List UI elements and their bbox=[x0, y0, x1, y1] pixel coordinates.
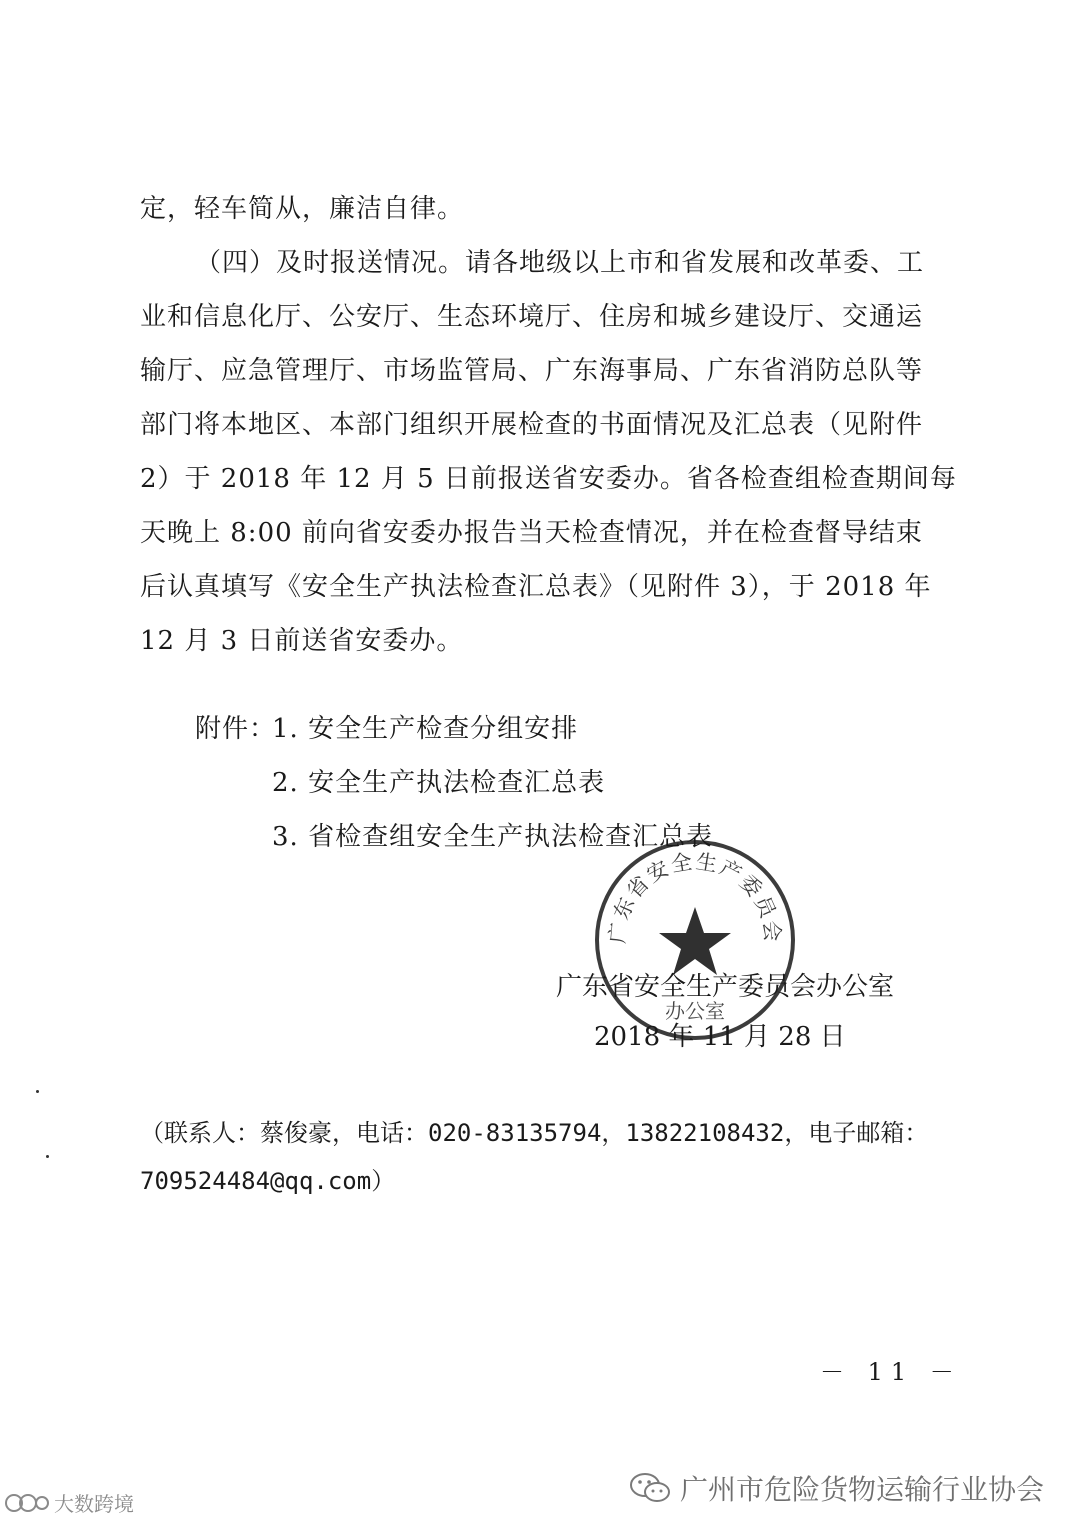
paragraph-line: 后认真填写《安全生产执法检查汇总表》（见附件 3），于 2018 年 bbox=[140, 572, 932, 602]
seal-arc-text: 广东省安全生产委员会 bbox=[605, 849, 785, 945]
paragraph-line: （四）及时报送情况。请各地级以上市和省发展和改革委、工 bbox=[195, 248, 925, 278]
signature-date: 2018 年 11 月 28 日 bbox=[594, 1022, 846, 1052]
paragraph-line: 2）于 2018 年 12 月 5 日前报送省安委办。省各检查组检查期间每 bbox=[140, 464, 957, 494]
paragraph-line: 天晚上 8:00 前向省安委办报告当天检查情况，并在检查督导结束 bbox=[140, 518, 923, 548]
seal-bottom-text: 办公室 bbox=[665, 999, 725, 1023]
wechat-icon bbox=[628, 1470, 672, 1506]
attachment-item: 2. 安全生产执法检查汇总表 bbox=[272, 768, 606, 798]
contact-line: 709524484@qq.com） bbox=[140, 1167, 396, 1195]
brand-logo-icon bbox=[4, 1491, 50, 1515]
attachment-item: 1. 安全生产检查分组安排 bbox=[272, 714, 579, 744]
brand-watermark bbox=[4, 1488, 134, 1517]
scan-speck bbox=[36, 1090, 39, 1093]
paragraph-line: 输厅、应急管理厅、市场监管局、广东海事局、广东省消防总队等 bbox=[140, 356, 924, 386]
seal-star-icon bbox=[659, 907, 731, 975]
paragraph-line: 业和信息化厅、公安厅、生态环境厅、住房和城乡建设厅、交通运 bbox=[140, 302, 924, 332]
official-seal bbox=[590, 835, 800, 1045]
contact-line: （联系人：蔡俊豪，电话：020-83135794，13822108432，电子邮箱： bbox=[140, 1119, 929, 1147]
watermark-text: 广州市危险货物运输行业协会 bbox=[680, 1473, 1045, 1506]
signature-organization: 广东省安全生产委员会办公室 bbox=[556, 972, 895, 1002]
watermark bbox=[628, 1468, 1044, 1508]
attachments-label: 附件： bbox=[195, 714, 277, 744]
page-number: － 11 － bbox=[820, 1358, 962, 1386]
brand-text: 大数跨境 bbox=[54, 1492, 134, 1516]
paragraph-line: 定，轻车简从，廉洁自律。 bbox=[140, 194, 465, 224]
attachment-item: 3. 省检查组安全生产执法检查汇总表 bbox=[272, 822, 714, 852]
scan-speck bbox=[46, 1155, 49, 1158]
paragraph-line: 12 月 3 日前送省安委办。 bbox=[140, 626, 464, 656]
paragraph-line: 部门将本地区、本部门组织开展检查的书面情况及汇总表（见附件 bbox=[140, 410, 924, 440]
